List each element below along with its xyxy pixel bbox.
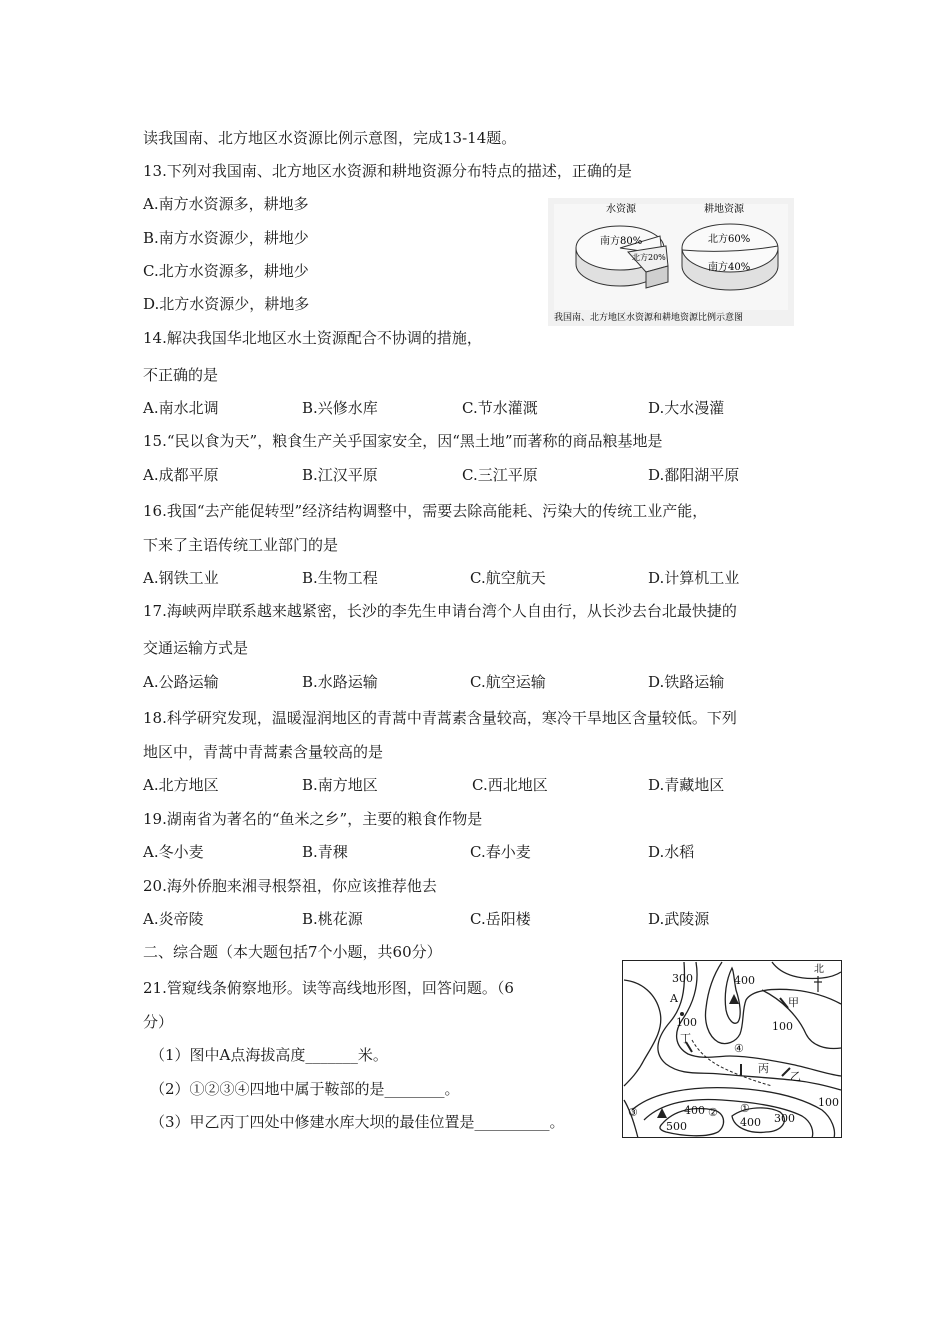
q15-option-b: B.江汉平原 [302,466,378,484]
q17-option-a: A.公路运输 [143,673,219,691]
q14-option-a: A.南水北调 [143,399,219,417]
q19-option-a: A.冬小麦 [143,843,204,861]
q19-stem: 19.湖南省为著名的“鱼米之乡”，主要的粮食作物是 [143,810,483,828]
contour-map [622,960,842,1138]
q18-stem-line1: 18.科学研究发现，温暖湿润地区的青蒿中青蒿素含量较高，寒冷干旱地区含量较低。下列 [143,709,737,727]
land-north-label: 北方60% [708,234,751,245]
water-south-label: 南方80% [600,236,643,247]
q19-option-d: D.水稻 [648,843,695,861]
pie-figure-caption: 我国南、北方地区水资源和耕地资源比例示意图 [554,313,744,323]
q21-part2: （2）①②③④四地中属于鞍部的是________。 [150,1080,460,1098]
q16-option-c: C.航空航天 [470,569,546,587]
site-2-label: ② [708,1106,718,1119]
q17-stem-line2: 交通运输方式是 [143,639,249,657]
contour-label-100-west: 100 [676,1016,697,1029]
q18-option-a: A.北方地区 [143,776,219,794]
q14-option-d: D.大水漫灌 [648,399,725,417]
q13-option-b: B.南方水资源少，耕地少 [143,229,309,247]
q20-option-c: C.岳阳楼 [470,910,531,928]
contour-label-500: 500 [666,1120,687,1133]
q16-option-d: D.计算机工业 [648,569,740,587]
q21-stem-line2: 分） [143,1013,174,1031]
site-ding-label: 丁 [680,1032,691,1045]
q13-stem: 13.下列对我国南、北方地区水资源和耕地资源分布特点的描述，正确的是 [143,162,632,180]
contour-label-400-south: 400 [740,1116,761,1129]
point-a-label: A [670,992,678,1005]
land-pie-title: 耕地资源 [704,204,744,215]
site-yi-label: 乙 [790,1070,801,1083]
q13-option-a: A.南方水资源多，耕地多 [143,195,309,213]
land-south-label: 南方40% [708,262,751,273]
q18-option-d: D.青藏地区 [648,776,725,794]
site-jia-label: 甲 [788,996,799,1009]
site-bing-label: 丙 [758,1062,769,1075]
q20-option-d: D.武陵源 [648,910,710,928]
pie-figure [548,198,794,326]
contour-label-300-north: 300 [672,972,693,985]
q20-stem: 20.海外侨胞来湘寻根祭祖，你应该推荐他去 [143,877,437,895]
intro-text: 读我国南、北方地区水资源比例示意图，完成13-14题。 [143,129,517,147]
site-4-label: ④ [734,1042,744,1055]
water-pie-title: 水资源 [606,204,636,215]
north-label: 北 [814,964,824,975]
water-north-label: 北方20% [632,253,666,262]
site-3-label: ③ [628,1106,638,1119]
contour-label-400-southwest: 400 [684,1104,705,1117]
q21-part1: （1）图中A点海拔高度_______米。 [150,1046,388,1064]
q14-option-c: C.节水灌溉 [462,399,538,417]
q15-option-c: C.三江平原 [462,466,538,484]
q16-stem-line2: 下来了主语传统工业部门的是 [143,536,339,554]
q16-option-b: B.生物工程 [302,569,378,587]
q14-option-b: B.兴修水库 [302,399,378,417]
q21-stem-line1: 21.管窥线条俯察地形。读等高线地形图，回答问题。（6 [143,979,514,997]
contour-label-100-east: 100 [772,1020,793,1033]
q15-option-a: A.成都平原 [143,466,219,484]
q18-option-b: B.南方地区 [302,776,378,794]
contour-label-100-southeast: 100 [818,1096,839,1109]
q14-stem-line1: 14.解决我国华北地区水土资源配合不协调的措施， [143,329,482,347]
q20-option-b: B.桃花源 [302,910,363,928]
q18-option-c: C.西北地区 [472,776,548,794]
q20-option-a: A.炎帝陵 [143,910,204,928]
contour-label-300-south: 300 [774,1112,795,1125]
q17-option-b: B.水路运输 [302,673,378,691]
q13-option-d: D.北方水资源少，耕地多 [143,295,310,313]
q16-option-a: A.钢铁工业 [143,569,219,587]
section-heading: 二、综合题（本大题包括7个小题，共60分） [143,943,442,961]
q18-stem-line2: 地区中，青蒿中青蒿素含量较高的是 [143,743,384,761]
site-1-label: ① [740,1102,750,1115]
q17-stem-line1: 17.海峡两岸联系越来越紧密，长沙的李先生申请台湾个人自由行，从长沙去台北最快捷的 [143,602,737,620]
q17-option-c: C.航空运输 [470,673,546,691]
q14-stem-line2: 不正确的是 [143,366,219,384]
q16-stem-line1: 16.我国“去产能促转型”经济结构调整中，需要去除高能耗、污染大的传统工业产能， [143,502,708,520]
q17-option-d: D.铁路运输 [648,673,725,691]
q15-stem: 15.“民以食为天”，粮食生产关乎国家安全，因“黑土地”而著称的商品粮基地是 [143,432,663,450]
q19-option-b: B.青稞 [302,843,348,861]
q21-part3: （3）甲乙丙丁四处中修建水库大坝的最佳位置是__________。 [150,1113,565,1131]
contour-label-400-north: 400 [734,974,755,987]
q19-option-c: C.春小麦 [470,843,531,861]
q15-option-d: D.鄱阳湖平原 [648,466,740,484]
q13-option-c: C.北方水资源多，耕地少 [143,262,309,280]
